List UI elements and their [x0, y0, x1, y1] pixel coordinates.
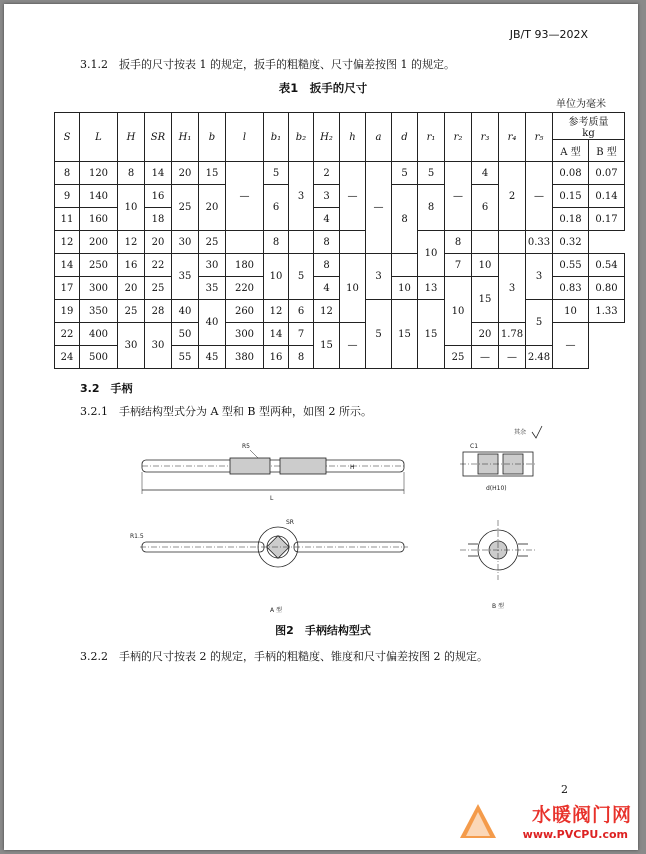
table-cell: 3 — [499, 254, 526, 323]
col-header: r₃ — [472, 113, 499, 162]
table-cell: 11 — [55, 208, 80, 231]
table-cell: 8 — [289, 346, 314, 369]
table-cell: 7 — [289, 323, 314, 346]
table-cell: 6 — [472, 185, 499, 231]
table-cell: 18 — [145, 208, 172, 231]
table-cell: 8 — [264, 231, 289, 254]
table-cell: 14 — [145, 162, 172, 185]
table-cell: 3 — [314, 185, 340, 208]
col-header: r₂ — [445, 113, 472, 162]
table-cell: 4 — [314, 208, 340, 231]
table-cell: 0.32 — [553, 231, 589, 254]
table-cell — [472, 231, 499, 254]
table-title: 表1 扳手的尺寸 — [278, 81, 368, 95]
table-row — [55, 231, 625, 254]
table-cell: 1.33 — [589, 300, 625, 323]
table-cell: 0.33 — [526, 231, 553, 254]
table-cell: 12 — [55, 231, 80, 254]
table-cell: 350 — [80, 300, 118, 323]
table-cell: 5 — [289, 254, 314, 300]
table-cell: 0.18 — [553, 208, 589, 231]
table-cell: 35 — [199, 277, 226, 300]
table-cell: 15 — [392, 300, 418, 369]
table-cell: 300 — [226, 323, 264, 346]
page-number: 2 — [561, 783, 568, 796]
table-cell: 40 — [172, 300, 199, 323]
col-header: b₂ — [289, 113, 314, 162]
table-cell: 20 — [145, 231, 172, 254]
table-cell: — — [366, 162, 392, 254]
table-cell: 20 — [199, 185, 226, 231]
table-cell: 0.83 — [553, 277, 589, 300]
table-cell: 22 — [145, 254, 172, 277]
table-cell: 35 — [172, 254, 199, 300]
table-row — [55, 254, 625, 277]
table-cell: 5 — [418, 162, 445, 185]
table-cell: 6 — [264, 185, 289, 231]
col-header: SR — [145, 113, 172, 162]
table-cell: 260 — [226, 300, 264, 323]
dim-h: H — [350, 464, 355, 471]
watermark-url: www.PVCPU.com — [522, 828, 628, 841]
col-header: l — [226, 113, 264, 162]
table-cell: 25 — [199, 231, 226, 254]
figure-caption: 图2 手柄结构型式 — [275, 624, 371, 637]
table-cell: 4 — [314, 277, 340, 300]
table-cell: 8 — [314, 231, 340, 254]
table-cell: 0.17 — [589, 208, 625, 231]
unit-note: 单位为毫米 — [556, 99, 606, 110]
col-header: b — [199, 113, 226, 162]
dim-d-h10: d(H10) — [486, 485, 507, 492]
watermark — [456, 796, 636, 846]
col-header: h — [340, 113, 366, 162]
table-cell: 10 — [264, 254, 289, 300]
table-cell: 15 — [199, 162, 226, 185]
table-cell — [499, 231, 526, 254]
table-cell: 19 — [55, 300, 80, 323]
table-cell — [289, 231, 314, 254]
type-a-header: A 型 — [553, 140, 589, 162]
table-cell: 25 — [118, 300, 145, 323]
col-header: H — [118, 113, 145, 162]
document-id: JB/T 93—202X — [509, 28, 588, 41]
table-cell: — — [340, 162, 366, 231]
table-cell: 5 — [392, 162, 418, 185]
table-cell: 180 — [226, 254, 264, 277]
table-cell: 22 — [55, 323, 80, 346]
table-cell: 12 — [264, 300, 289, 323]
table-cell: 500 — [80, 346, 118, 369]
watermark-brand: 水暖阀门网 — [531, 804, 632, 826]
col-header: L — [80, 113, 118, 162]
col-header: a — [366, 113, 392, 162]
table-cell: 25 — [445, 346, 472, 369]
table-cell: 50 — [172, 323, 199, 346]
col-header: r₅ — [526, 113, 553, 162]
table-cell: 5 — [526, 300, 553, 346]
spanner-dimension-table — [54, 112, 625, 369]
table-cell: 9 — [55, 185, 80, 208]
dim-c1: C1 — [470, 443, 479, 450]
table-cell: 45 — [199, 346, 226, 369]
table-cell: 0.55 — [553, 254, 589, 277]
dim-l: L — [270, 495, 274, 502]
table-cell: 2 — [499, 162, 526, 231]
table-cell: 20 — [118, 277, 145, 300]
table-cell: 300 — [80, 277, 118, 300]
table-cell: 17 — [55, 277, 80, 300]
table-cell: 3 — [526, 254, 553, 300]
type-a-label: A 型 — [270, 607, 283, 614]
table-cell: 0.54 — [589, 254, 625, 277]
clause-3-2-2: 3.2.2 手柄的尺寸按表 2 的规定，手柄的粗糙度、锥度和尺寸偏差按图 2 的规定。 — [80, 650, 488, 663]
table-cell: 15 — [472, 277, 499, 323]
table-cell — [392, 254, 418, 277]
table-cell: 20 — [172, 162, 199, 185]
table-cell: 6 — [289, 300, 314, 323]
type-b-header: B 型 — [589, 140, 625, 162]
table-cell: 220 — [226, 277, 264, 300]
col-header: b₁ — [264, 113, 289, 162]
table-cell: — — [472, 346, 499, 369]
table-cell: 25 — [172, 185, 199, 231]
table-cell: 28 — [145, 300, 172, 323]
dim-sr: SR — [286, 519, 294, 526]
table-cell: 0.15 — [553, 185, 589, 208]
table-cell: 250 — [80, 254, 118, 277]
col-header: r₁ — [418, 113, 445, 162]
table-cell: 16 — [145, 185, 172, 208]
table-cell: — — [445, 162, 472, 231]
table-cell: 5 — [366, 300, 392, 369]
handle-structure-drawing — [130, 420, 560, 620]
table-cell: 12 — [118, 231, 145, 254]
table-cell: 0.80 — [589, 277, 625, 300]
col-header: S — [55, 113, 80, 162]
table-cell: 12 — [314, 300, 340, 323]
table-cell: 8 — [418, 185, 445, 231]
table-cell: 16 — [264, 346, 289, 369]
table-cell: 140 — [80, 185, 118, 208]
roughness-label: 其余 — [514, 429, 527, 436]
dim-r1-5: R1.5 — [130, 533, 144, 540]
table-cell: 10 — [392, 277, 418, 300]
table-cell: 10 — [118, 185, 145, 231]
table-cell: 30 — [172, 231, 199, 254]
col-header: r₄ — [499, 113, 526, 162]
table-cell: 24 — [55, 346, 80, 369]
col-header: H₁ — [172, 113, 199, 162]
table-cell: 3 — [289, 162, 314, 231]
table-cell: 20 — [472, 323, 499, 346]
table-cell: 4 — [472, 162, 499, 185]
table-cell: 40 — [199, 300, 226, 346]
table-cell: 10 — [340, 254, 366, 323]
table-cell: 14 — [264, 323, 289, 346]
table-cell: 200 — [80, 231, 118, 254]
table-cell: 120 — [80, 162, 118, 185]
table-cell: 5 — [264, 162, 289, 185]
table-cell: 0.08 — [553, 162, 589, 185]
mass-header: 参考质量 kg — [553, 113, 625, 140]
table-cell: 10 — [445, 277, 472, 346]
watermark-logo-icon — [456, 798, 500, 844]
type-b-label: B 型 — [492, 603, 505, 610]
table-cell: 1.78 — [499, 323, 526, 346]
table-cell: 8 — [392, 185, 418, 254]
table-cell: 10 — [418, 231, 445, 277]
table-cell: — — [553, 323, 589, 369]
table-cell: 15 — [314, 323, 340, 369]
col-header: H₂ — [314, 113, 340, 162]
table-cell: 0.07 — [589, 162, 625, 185]
table-cell: 30 — [145, 323, 172, 369]
table-cell: 15 — [418, 300, 445, 369]
table-cell: 160 — [80, 208, 118, 231]
table-cell: — — [226, 162, 264, 231]
section-3-2-heading: 3.2 手柄 — [80, 382, 133, 395]
table-cell: — — [526, 162, 553, 231]
dim-r5: R5 — [242, 443, 250, 450]
table-cell: 30 — [199, 254, 226, 277]
table-cell — [226, 231, 264, 254]
table-cell: 30 — [118, 323, 145, 369]
table-cell: — — [499, 346, 526, 369]
clause-3-1-2: 3.1.2 扳手的尺寸按表 1 的规定，扳手的粗糙度、尺寸偏差按图 1 的规定。 — [80, 58, 455, 71]
table-cell: — — [340, 323, 366, 369]
table-cell: 7 — [445, 254, 472, 277]
table-cell: 16 — [118, 254, 145, 277]
table-cell — [340, 231, 366, 254]
clause-3-2-1: 3.2.1 手柄结构型式分为 A 型和 B 型两种，如图 2 所示。 — [80, 405, 372, 418]
table-cell: 55 — [172, 346, 199, 369]
table-cell: 10 — [472, 254, 499, 277]
table-cell: 8 — [445, 231, 472, 254]
table-row — [55, 162, 625, 185]
table-cell: 2.48 — [526, 346, 553, 369]
table-cell: 25 — [145, 277, 172, 300]
table-cell: 380 — [226, 346, 264, 369]
table-cell: 14 — [55, 254, 80, 277]
table-cell: 8 — [55, 162, 80, 185]
table-cell: 8 — [118, 162, 145, 185]
table-cell: 400 — [80, 323, 118, 346]
table-cell: 0.14 — [589, 185, 625, 208]
table-cell: 2 — [314, 162, 340, 185]
table-cell: 13 — [418, 277, 445, 300]
table-cell: 3 — [366, 254, 392, 300]
table-cell: 10 — [553, 300, 589, 323]
col-header: d — [392, 113, 418, 162]
table-cell: 8 — [314, 254, 340, 277]
